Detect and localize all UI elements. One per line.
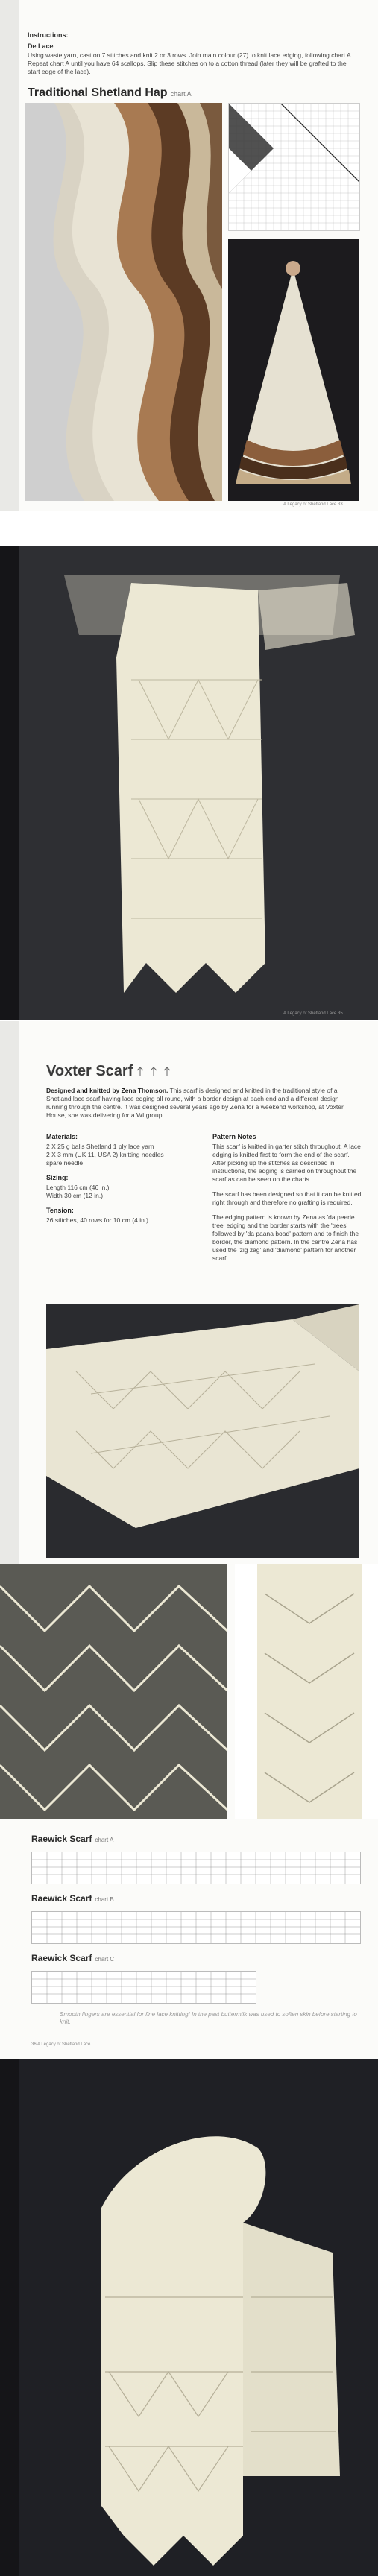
knitting-tip: Smooth fingers are essential for fine lace knitting! In the past buttermilk was used to soften skin before starting to knit. [60,2011,357,2025]
page-voxter-scarf [0,1021,378,1819]
tension-text: 26 stitches, 40 rows for 10 cm (4 in.) [46,1216,148,1224]
page-number: A Legacy of Shetland Lace 35 [283,1011,343,1016]
materials-heading: Materials: [46,1133,78,1140]
page-gutter [0,546,19,1020]
chart-c-title [31,1953,114,1963]
page-scarf-photo [0,546,378,1020]
page-scarf-photo-2 [0,2059,378,2576]
voxter-scarf-photo [46,1304,359,1558]
page-gutter [0,0,19,511]
chart-c-name: Raewick Scarf [31,1953,92,1963]
tension-heading: Tension: [46,1207,74,1214]
notes-paragraph-3: The edging pattern is known by Zena as 'da peerie tree' edging and the border starts with the 'trees' followed by 'da paana boad' pattern and to finish the border, the diamond pattern. In the centre Zena has used the 'zig zag' and 'diamond' pattern for another scarf. [212,1213,359,1262]
materials-list: 2 X 25 g balls Shetland 1 ply lace yarn 2 X 3 mm (UK 11, USA 2) knitting needles spare needle [46,1143,164,1167]
notes-paragraph-2: The scarf has been designed so that it can be knitted right through and therefore no grafting is required. [212,1190,362,1206]
lace-scarf-photo [19,546,378,1020]
notes-paragraph-1: This scarf is knitted in garter stitch throughout. A lace edging is knitted first to form the end of the scarf. After picking up the stitches as described in instructions, the edging is carried on throughout the scarf as can be seen on the charts. [212,1143,361,1183]
chart-b-name: Raewick Scarf [31,1893,92,1904]
page-traditional-shetland-hap [0,0,378,511]
page-number: 36 A Legacy of Shetland Lace [31,2042,91,2047]
instructions-body: Using waste yarn, cast on 7 stitches and knit 2 or 3 rows. Join main colour (27) to knit lace edging, following chart A. Repeat chart A until you have 64 scallops. Slip these stitches on to a cotton thread (later they will be grafted to the start edge of the lace). [28,51,353,75]
lace-edge-photo [235,1564,378,1819]
notes-heading: Pattern Notes [212,1133,256,1140]
chart-a-name: Raewick Scarf [31,1834,92,1844]
raewick-charts-section [0,1819,378,2059]
designer-credit: Designed and knitted by Zena Thomson. [46,1087,168,1094]
instructions-title: Instructions: [28,31,69,39]
shawl-closeup-photo [25,103,222,501]
chart-b-grid [31,1911,361,1944]
difficulty-icon [134,1063,186,1079]
pattern-intro [46,1087,359,1120]
section-title [28,86,192,100]
raewick-scarf-photo [19,2059,378,2576]
chart-b-title [31,1893,114,1904]
chart-b-tag: chart B [95,1896,114,1903]
intro-text: This scarf is designed and knitted in the traditional style of a Shetland lace scarf having lace edging all round, with a border design at each end and a different design running through the centre. It was designed several years ago by Zena for a weekend workshop, at Voxter House, she was delivering for a WI group. [46,1087,344,1119]
sizing-list: Length 116 cm (46 in.) Width 30 cm (12 in.) [46,1184,110,1199]
hap-chart-graphic [228,103,360,231]
sizing-heading: Sizing: [46,1174,69,1181]
notes-column [212,1133,362,1269]
chart-c-grid [31,1971,256,2004]
page-number: A Legacy of Shetland Lace 33 [283,502,343,507]
section-title-text: Traditional Shetland Hap [28,86,168,99]
chart-c-tag: chart C [95,1956,115,1963]
instructions-subtitle: De Lace [28,42,54,50]
chart-a-tag: chart A [95,1837,114,1843]
chart-a-grid [31,1852,361,1884]
lace-detail-photo [0,1564,227,1819]
pattern-title: Voxter Scarf [46,1063,133,1079]
shawl-draped-photo [228,239,359,501]
specs-column [46,1133,195,1231]
page-gutter [0,2059,19,2576]
chart-tag: chart A [170,90,192,98]
chart-a-title [31,1834,113,1844]
